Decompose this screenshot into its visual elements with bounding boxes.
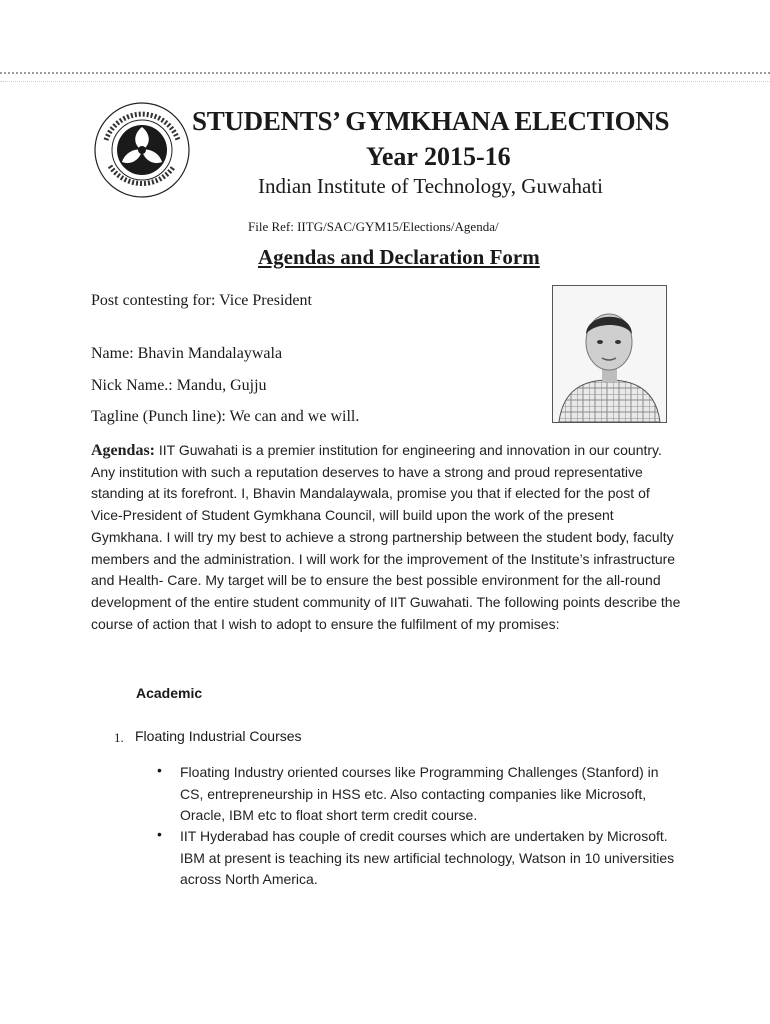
election-year: Year 2015-16 — [366, 142, 511, 171]
bullet-icon: • — [157, 826, 162, 842]
top-dotted-rule — [0, 72, 770, 82]
candidate-portrait-icon — [553, 286, 666, 422]
agenda-text: IIT Guwahati is a premier institution for engineering and innovation in our country. Any institution with such a reputation deserves to have a strong and proud representative standing at its forefront. I, Bhavin Mandalaywala, promise you that if elected for the post of Vice-President of Student Gymkhana Council, will build upon the work of the present Gymkhana. I will try my best to achieve a strong partnership between the student body, faculty members and the administration. I will work for the improvement of the Institute’s infrastructure and Health- Care. My target will be to ensure the best possible environment for the all-round development of the entire student community of IIT Guwahati. The following points describe the course of action that I wish to adopt to ensure the fulfilment of my promises: — [91, 442, 681, 632]
post-contesting: Post contesting for: Vice President — [91, 292, 312, 309]
agenda-label: Agendas: — [91, 442, 156, 459]
agenda-paragraph — [91, 440, 681, 635]
list-item-title: Floating Industrial Courses — [135, 728, 302, 744]
institute-name: Indian Institute of Technology, Guwahati — [258, 174, 603, 198]
bullet-icon: • — [157, 762, 162, 778]
bullet-item: Floating Industry oriented courses like Programming Challenges (Stanford) in CS, entrepreneurship in HSS etc. Also contacting companies like Microsoft, Oracle, IBM etc to float short term credit course. — [180, 764, 659, 824]
section-heading-academic: Academic — [136, 685, 203, 701]
candidate-nickname: Nick Name.: Mandu, Gujju — [91, 377, 267, 394]
bullet-item: IIT Hyderabad has couple of credit courses which are undertaken by Microsoft. IBM at present is teaching its new artificial technology, Watson in 10 universities across North America. — [180, 828, 675, 888]
form-title: Agendas and Declaration Form — [258, 245, 540, 269]
page-title: STUDENTS’ GYMKHANA ELECTIONS — [192, 106, 670, 136]
file-reference: File Ref: IITG/SAC/GYM15/Elections/Agenda/ — [248, 219, 499, 234]
iitg-logo — [92, 100, 192, 200]
candidate-tagline: Tagline (Punch line): We can and we will. — [91, 408, 360, 425]
list-item-number: 1. — [114, 730, 124, 745]
candidate-photo — [552, 285, 667, 423]
candidate-name: Name: Bhavin Mandalaywala — [91, 345, 283, 362]
